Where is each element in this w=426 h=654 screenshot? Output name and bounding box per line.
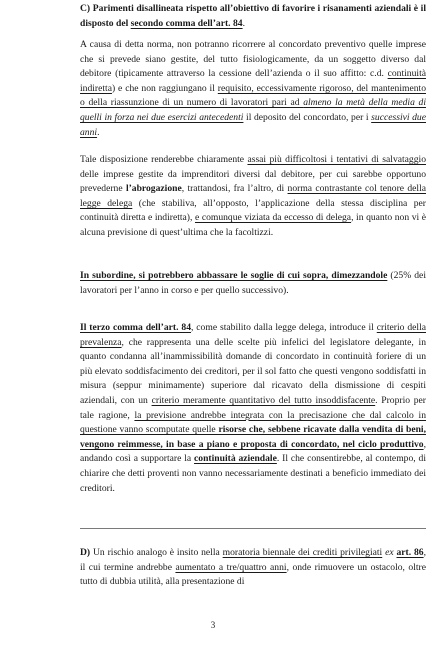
paragraph-terzo-comma: Il terzo comma dell’art. 84, come stabilito dalla legge delega, introduce il criterio della prevalenza, che rappresenta una delle scelte più infelici del legislatore delegante, in quanto condanna all’inammissibilità domande di concordato in continuità foriere di un più elevato soddisfacimento dei creditori, per il sol fatto che questi vengono soddisfatti in misura (seppur minimamente) superiore dal ricavato della dismissione di cespiti aziendali, con un criterio meramente quantitativo del tutto insoddisfacente. Proprio per tale ragione, la previsione andrebbe integrata con la precisazione che dal calcolo in questione vanno scomputate quelle risorse che, sebbene ricavate dalla vendita di beni, vengono reimmesse, in base a piano e proposta di concordato, nel ciclo produttivo, andando così a supportare la continuità aziendale. Il che consentirebbe, al contempo, di chiarire che detti proventi non vanno necessariamente destinati a beneficio immediato dei creditori. xyxy=(80,322,426,494)
section-divider xyxy=(80,528,426,529)
paragraph-c: C) Parimenti disallineata rispetto all’obiettivo di favorire i risanamenti aziendali è il disposto del secondo comma dell’art. 84. xyxy=(80,3,426,29)
paragraph-continuita-indiretta: A causa di detta norma, non potranno ricorrere al concordato preventivo quelle imprese che si prevede siano gestite, del tutto fisiologicamente, da un soggetto diverso dal debitore (tipicamente attraverso la cessione dell’azienda o il suo affitto: c.d. continuità indiretta) e che non raggiungano il requisito, eccessivamente rigoroso, del mantenimento o della riassunzione di un numero di lavoratori pari ad almeno la metà della media di quelli in forza nei due esercizi antecedenti il deposito del concordato, per i successivi due anni. xyxy=(80,39,426,138)
page-number: 3 xyxy=(210,620,216,630)
paragraph-abrogazione: Tale disposizione renderebbe chiaramente assai più difficoltosi i tentativi di salvataggio delle imprese gestite da imprenditori diversi dal debitore, per cui sarebbe opportuno prevederne l’abrogazione, trattandosi, fra l’altro, di norma contrastante col tenore della legge delega (che stabiliva, all’opposto, l’applicazione della stessa disciplina per continuità diretta e indiretta), e comunque viziata da eccesso di delega, in quanto non vi è alcuna previsione di quest’ultima che la facoltizzi. xyxy=(80,154,426,238)
paragraph-d: D) Un rischio analogo è insito nella moratoria biennale dei crediti privilegiati ex art. 86, il cui termine andrebbe aumentato a tre/quattro anni, onde rimuovere un ostacolo, oltre tutto di dubbia utilità, alla presentazione di xyxy=(80,547,426,588)
paragraph-subordine: In subordine, si potrebbero abbassare le soglie di cui sopra, dimezzandole (25% dei lavoratori per l’anno in corso e per quello successivo). xyxy=(80,270,426,296)
